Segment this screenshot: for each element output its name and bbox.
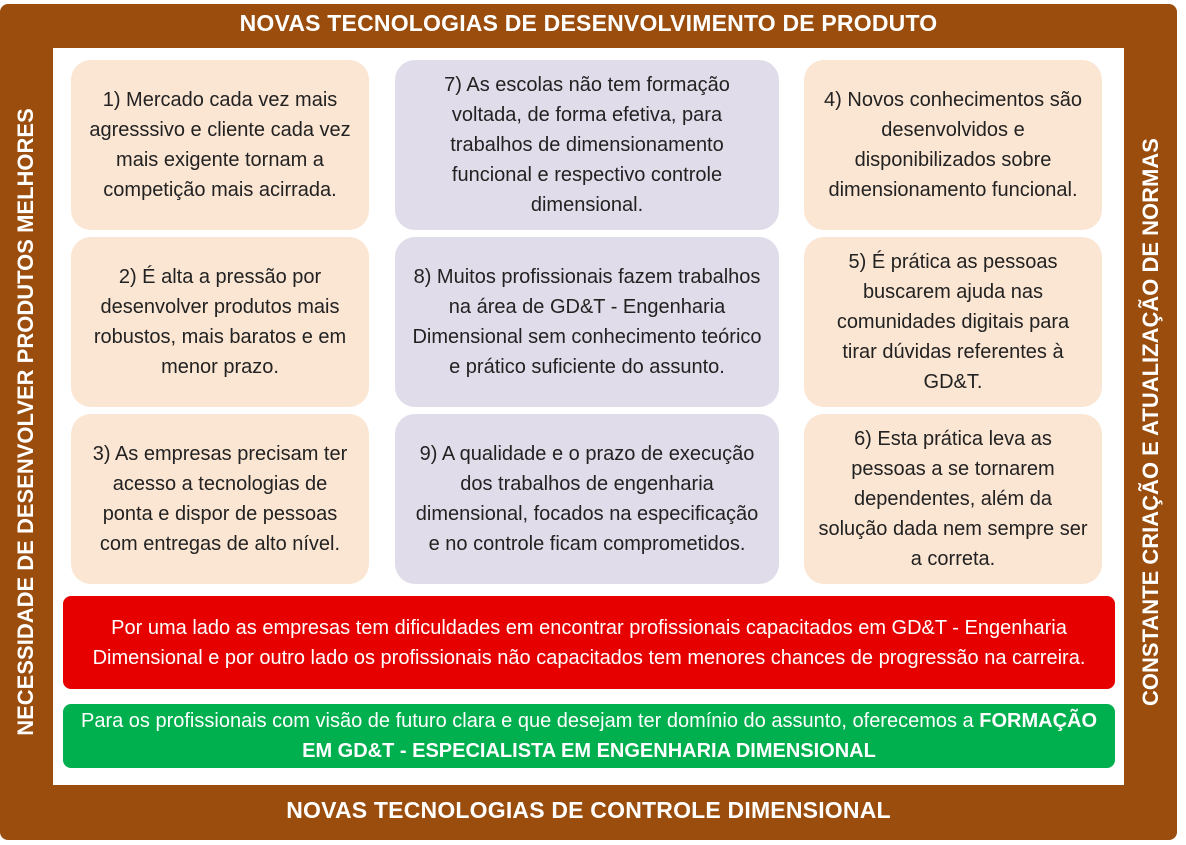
offer-bar xyxy=(63,704,1115,768)
top-title: NOVAS TECNOLOGIAS DE DESENVOLVIMENTO DE PRODUTO xyxy=(239,10,938,36)
bottom-title: NOVAS TECNOLOGIAS DE CONTROLE DIMENSIONAL xyxy=(286,797,891,823)
left-side-label: NECESSIDADE DE DESENVOLVER PRODUTOS MELHORES xyxy=(13,108,38,736)
offer-text-wrap xyxy=(79,706,1099,766)
box-1-mercado xyxy=(71,60,369,230)
offer-text: Para os profissionais com visão de futuro clara e que desejam ter domínio do assunto, oferecemos a xyxy=(80,710,980,732)
box-text: 2) É alta a pressão por desenvolver produtos mais robustos, mais baratos e em menor prazo. xyxy=(93,266,347,378)
problem-statement-bar xyxy=(63,596,1115,689)
box-text: 3) As empresas precisam ter acesso a tecnologias de ponta e dispor de pessoas com entregas de alto nível. xyxy=(92,443,348,555)
right-side-label: CONSTANTE CRIAÇÃO E ATUALIZAÇÃO DE NORMAS xyxy=(1138,138,1163,706)
box-6-dependentes xyxy=(804,414,1102,584)
box-2-pressao xyxy=(71,237,369,407)
offer-highlight: FORMAÇÃO EM GD&T - ESPECIALISTA EM ENGENHARIA DIMENSIONAL xyxy=(302,710,1098,762)
box-text: 8) Muitos profissionais fazem trabalhos na área de GD&T - Engenharia Dimensional sem conhecimento teórico e prático suficiente do assunto. xyxy=(412,266,762,378)
box-text: 4) Novos conhecimentos são desenvolvidos e disponibilizados sobre dimensionamento funcional. xyxy=(824,89,1082,201)
box-text: 7) As escolas não tem formação voltada, de forma efetiva, para trabalhos de dimensionamento funcional e respectivo controle dimensional. xyxy=(444,74,730,216)
box-8-profissionais xyxy=(395,237,779,407)
box-text: 9) A qualidade e o prazo de execução dos trabalhos de engenharia dimensional, focados na especificação e no controle ficam comprometidos. xyxy=(415,443,759,555)
box-7-escolas xyxy=(395,60,779,230)
box-4-conhecimentos xyxy=(804,60,1102,230)
box-3-empresas xyxy=(71,414,369,584)
problem-text: Por uma lado as empresas tem dificuldades em encontrar profissionais capacitados em GD&T - Engenharia Dimensional e por outro lado os profissionais não capacitados tem menores chances de progressão na carreira. xyxy=(92,616,1086,669)
box-text: 1) Mercado cada vez mais agresssivo e cliente cada vez mais exigente tornam a competição mais acirrada. xyxy=(89,89,351,201)
box-text: 6) Esta prática leva as pessoas a se tornarem dependentes, além da solução dada nem sempre ser a correta. xyxy=(818,428,1088,570)
box-text: 5) É prática as pessoas buscarem ajuda nas comunidades digitais para tirar dúvidas referentes à GD&T. xyxy=(836,251,1070,393)
box-5-comunidades xyxy=(804,237,1102,407)
box-9-qualidade xyxy=(395,414,779,584)
